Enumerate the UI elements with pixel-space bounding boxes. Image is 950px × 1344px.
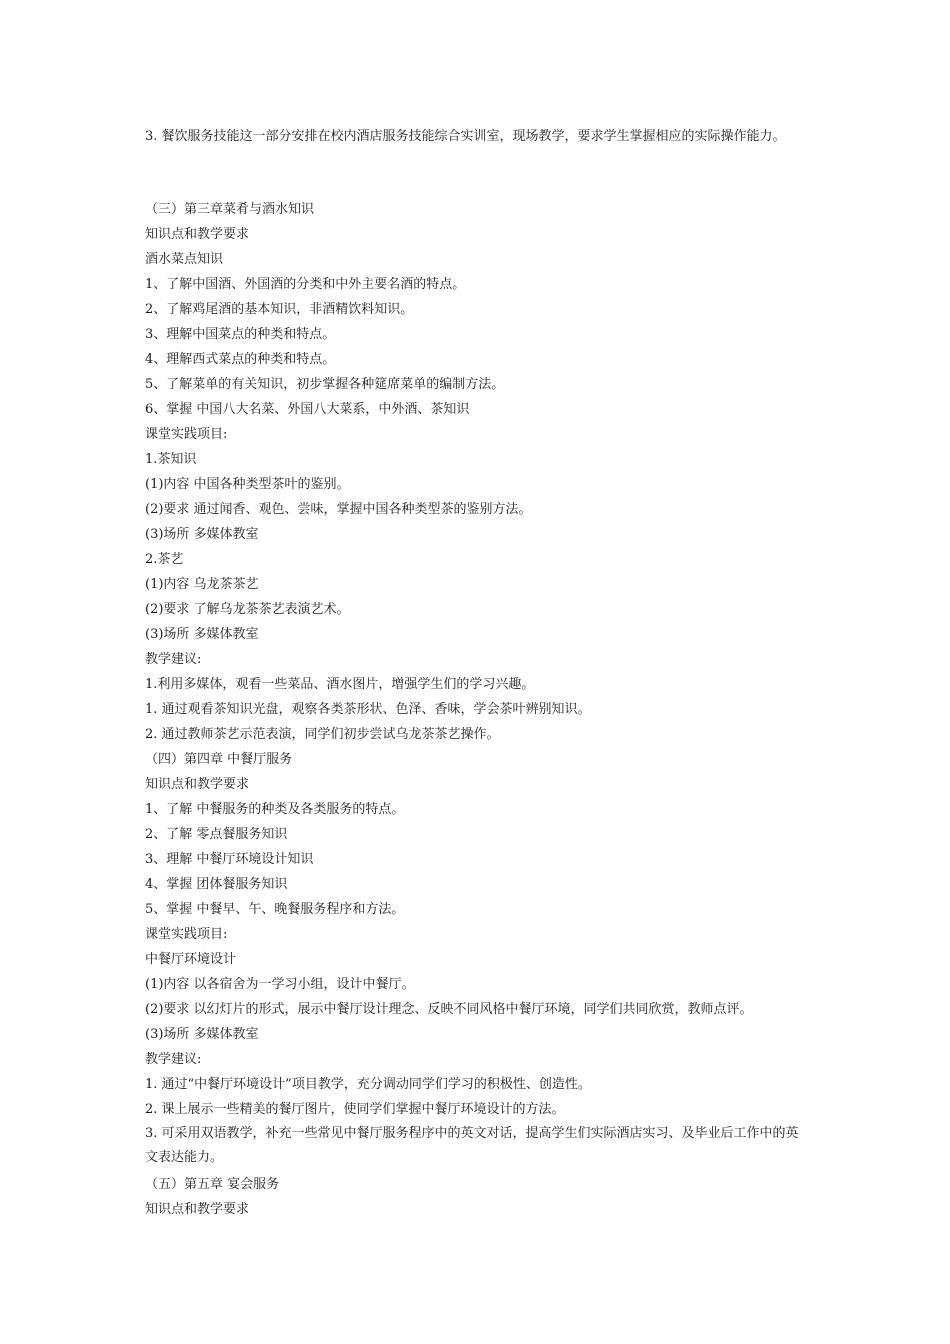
chapter-3-heading: （三）第三章菜肴与酒水知识 (145, 202, 315, 217)
list-item: 1. 通过观看茶知识光盘，观察各类茶形状、色泽、香味，学会茶叶辨别知识。 (145, 702, 591, 717)
section-label: 知识点和教学要求 (145, 227, 250, 242)
list-item: (1)内容 乌龙茶茶艺 (145, 577, 259, 592)
list-item: 1、了解中国酒、外国酒的分类和中外主要名酒的特点。 (145, 277, 466, 292)
list-item: 3、理解中国菜点的种类和特点。 (145, 327, 336, 342)
list-item: 1.茶知识 (145, 452, 197, 467)
list-item: 4、掌握 团体餐服务知识 (145, 877, 288, 892)
paragraph-item-3: 3. 餐饮服务技能这一部分安排在校内酒店服务技能综合实训室，现场教学，要求学生掌握相应的实际操作能力。 (145, 129, 786, 144)
list-item: (1)内容 以各宿舍为一学习小组，设计中餐厅。 (145, 977, 415, 992)
list-item: 2、了解鸡尾酒的基本知识，非酒精饮料知识。 (145, 302, 414, 317)
list-item: (1)内容 中国各种类型茶叶的鉴别。 (145, 477, 350, 492)
list-item: 4、理解西式菜点的种类和特点。 (145, 352, 336, 367)
section-label: 教学建议: (145, 652, 202, 667)
chapter-4-heading: （四）第四章 中餐厅服务 (145, 752, 293, 767)
list-item: (2)要求 通过闻香、观色、尝味，掌握中国各种类型茶的鉴别方法。 (145, 502, 532, 517)
chapter-5-heading: （五）第五章 宴会服务 (145, 1177, 280, 1192)
list-item: (3)场所 多媒体教室 (145, 627, 259, 642)
list-item: 5、掌握 中餐早、午、晚餐服务程序和方法。 (145, 902, 405, 917)
list-item: 1.利用多媒体，观看一些菜品、酒水图片，增强学生们的学习兴趣。 (145, 677, 535, 692)
list-item: 2. 通过教师茶艺示范表演，同学们初步尝试乌龙茶茶艺操作。 (145, 727, 500, 742)
text-line: 酒水菜点知识 (145, 252, 224, 267)
section-label: 课堂实践项目: (145, 427, 228, 442)
text-line: 中餐厅环境设计 (145, 952, 237, 967)
section-label: 教学建议: (145, 1052, 202, 1067)
list-item: (3)场所 多媒体教室 (145, 1027, 259, 1042)
list-item: 6、掌握 中国八大名菜、外国八大菜系，中外酒、茶知识 (145, 402, 470, 417)
list-item: 1、了解 中餐服务的种类及各类服务的特点。 (145, 802, 405, 817)
list-item: 2.茶艺 (145, 552, 184, 567)
list-item: 2、了解 零点餐服务知识 (145, 827, 288, 842)
list-item: (2)要求 了解乌龙茶茶艺表演艺术。 (145, 602, 350, 617)
list-item: 1. 通过“中餐厅环境设计”项目教学，充分调动同学们学习的积极性、创造性。 (145, 1077, 591, 1092)
list-item: (2)要求 以幻灯片的形式，展示中餐厅设计理念、反映不同风格中餐厅环境，同学们共同欣赏，教师点评。 (145, 1002, 753, 1017)
paragraph-bilingual: 3. 可采用双语教学，补充一些常见中餐厅服务程序中的英文对话，提高学生们实际酒店实习、及毕业后工作中的英文表达能力。 (145, 1126, 799, 1165)
section-label: 知识点和教学要求 (145, 1202, 250, 1217)
list-item: 3、理解 中餐厅环境设计知识 (145, 852, 314, 867)
list-item: 5、了解菜单的有关知识，初步掌握各种筵席菜单的编制方法。 (145, 377, 505, 392)
list-item: 2. 课上展示一些精美的餐厅图片，使同学们掌握中餐厅环境设计的方法。 (145, 1102, 565, 1117)
section-label: 课堂实践项目: (145, 927, 228, 942)
list-item: (3)场所 多媒体教室 (145, 527, 259, 542)
section-label: 知识点和教学要求 (145, 777, 250, 792)
